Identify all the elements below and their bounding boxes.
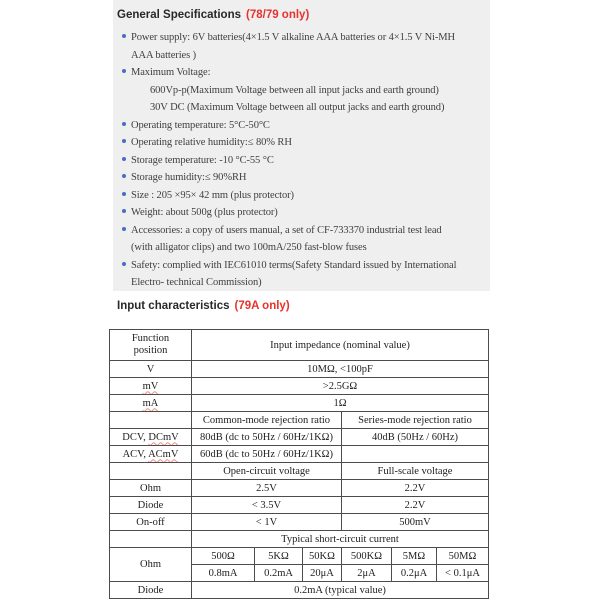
cell-text: DCmV <box>148 431 179 443</box>
cell-text: position <box>133 345 168 356</box>
spec-bullet-line <box>113 152 490 170</box>
table-cell: 1Ω <box>192 395 489 412</box>
cell-text: mV <box>142 380 159 392</box>
table-row <box>110 412 489 429</box>
spec-text: Storage humidity:≤ 90%RH <box>131 172 247 183</box>
spec-bullet-line <box>113 187 490 205</box>
spec-text: AAA batteries ) <box>131 49 196 61</box>
spec-text: Operating relative humidity:≤ 80% RH <box>131 137 292 148</box>
header-open-circuit-voltage: Open-circuit voltage <box>192 463 342 480</box>
empty-cell <box>110 531 192 548</box>
table-cell: 0.8mA <box>192 565 255 582</box>
empty-cell <box>342 446 489 463</box>
table-cell: 20μA <box>303 565 342 582</box>
table-cell: 60dB (dc to 50Hz / 60Hz/1KΩ) <box>192 446 342 463</box>
spec-text: Size : 205 ×95× 42 mm (plus protector) <box>131 189 294 201</box>
table-row <box>110 330 489 361</box>
spec-sub-line <box>113 82 490 100</box>
table-row <box>110 531 489 548</box>
table-cell: 5KΩ <box>255 548 303 565</box>
spec-text: 600Vp-p(Maximum Voltage between all input jacks and earth ground) <box>150 84 439 96</box>
table-cell: 5MΩ <box>392 548 437 565</box>
spec-text: Electro- technical Commission) <box>131 277 262 288</box>
general-specifications-panel <box>113 0 490 291</box>
spec-bullet-line <box>113 169 490 187</box>
table-cell: 40dB (50Hz / 60Hz) <box>342 429 489 446</box>
table-cell: 0.2mA <box>255 565 303 582</box>
table-cell: 2μA <box>342 565 392 582</box>
spec-bullet-line <box>113 64 490 82</box>
spec-continuation-line <box>113 239 490 257</box>
row-label: On-off <box>110 514 192 531</box>
spec-bullet-line <box>113 204 490 222</box>
row-label: Diode <box>110 497 192 514</box>
table-row <box>110 497 489 514</box>
table-row <box>110 361 489 378</box>
table-cell: < 1V <box>192 514 342 531</box>
spec-text: Safety: complied with IEC61010 terms(Safety Standard issued by International <box>131 259 457 271</box>
table-cell: 500KΩ <box>342 548 392 565</box>
table-cell: 50KΩ <box>303 548 342 565</box>
bullet-icon <box>122 174 126 178</box>
bullet-icon <box>122 209 126 213</box>
row-label <box>110 395 192 412</box>
cell-text: ACV, <box>122 448 149 460</box>
table-cell: 500mV <box>342 514 489 531</box>
spec-bullet-line <box>113 117 490 135</box>
input-characteristics-heading <box>117 300 290 312</box>
heading-title: General Specifications <box>117 9 241 21</box>
table-cell: < 0.1μA <box>437 565 489 582</box>
spec-text: Storage temperature: -10 °C-55 °C <box>131 154 274 166</box>
bullet-icon <box>122 192 126 196</box>
table-cell: 50MΩ <box>437 548 489 565</box>
input-characteristics-table <box>109 329 489 599</box>
spec-bullet-line <box>113 29 490 47</box>
table-cell: 2.2V <box>342 480 489 497</box>
row-label <box>110 378 192 395</box>
bullet-icon <box>122 227 126 231</box>
empty-cell <box>110 412 192 429</box>
table-cell: < 3.5V <box>192 497 342 514</box>
heading-model-tag: (79A only) <box>234 300 290 312</box>
bullet-icon <box>122 139 126 143</box>
cell-text: ACmV <box>148 448 179 460</box>
header-function-position <box>110 330 192 361</box>
header-short-circuit-current: Typical short-circuit current <box>192 531 489 548</box>
spec-text: Weight: about 500g (plus protector) <box>131 207 278 218</box>
table-row <box>110 514 489 531</box>
table-row <box>110 395 489 412</box>
row-label: V <box>110 361 192 378</box>
spec-bullet-line <box>113 222 490 240</box>
table-row <box>110 548 489 565</box>
heading-title: Input characteristics <box>117 300 230 312</box>
bullet-icon <box>122 34 126 38</box>
table-row <box>110 463 489 480</box>
table-row <box>110 446 489 463</box>
table-cell: 80dB (dc to 50Hz / 60Hz/1KΩ) <box>192 429 342 446</box>
row-label <box>110 446 192 463</box>
table-row <box>110 378 489 395</box>
table-cell: 2.5V <box>192 480 342 497</box>
table-cell: 0.2mA (typical value) <box>192 582 489 599</box>
bullet-icon <box>122 262 126 266</box>
empty-cell <box>110 463 192 480</box>
table-cell: 0.2μA <box>392 565 437 582</box>
table-row <box>110 480 489 497</box>
table-cell: 2.2V <box>342 497 489 514</box>
spec-text: (with alligator clips) and two 100mA/250 fast-blow fuses <box>131 242 367 253</box>
spec-sub-line <box>113 99 490 117</box>
spec-bullet-list <box>113 29 490 292</box>
header-series-mode: Series-mode rejection ratio <box>342 412 489 429</box>
table-cell: >2.5GΩ <box>192 378 489 395</box>
bullet-icon <box>122 157 126 161</box>
spec-text: 30V DC (Maximum Voltage between all output jacks and earth ground) <box>150 102 445 113</box>
spec-text: Power supply: 6V batteries(4×1.5 V alkaline AAA batteries or 4×1.5 V Ni-MH <box>131 32 455 43</box>
cell-text: mA <box>142 397 159 409</box>
row-label: Ohm <box>110 480 192 497</box>
spec-continuation-line <box>113 274 490 292</box>
cell-text: DCV, <box>122 431 149 443</box>
row-label: Ohm <box>110 548 192 582</box>
bullet-icon <box>122 69 126 73</box>
table-cell: 10MΩ, <100pF <box>192 361 489 378</box>
spec-text: Operating temperature: 5°C-50°C <box>131 119 270 131</box>
row-label <box>110 429 192 446</box>
spec-continuation-line <box>113 47 490 65</box>
spec-text: Accessories: a copy of users manual, a set of CF-733370 industrial test lead <box>131 224 442 236</box>
header-input-impedance: Input impedance (nominal value) <box>192 330 489 361</box>
header-common-mode: Common-mode rejection ratio <box>192 412 342 429</box>
header-full-scale-voltage: Full-scale voltage <box>342 463 489 480</box>
table-row <box>110 582 489 599</box>
spec-text: Maximum Voltage: <box>131 67 211 78</box>
spec-bullet-line <box>113 257 490 275</box>
general-specifications-heading <box>113 0 490 21</box>
spec-bullet-line <box>113 134 490 152</box>
row-label: Diode <box>110 582 192 599</box>
table-cell: 500Ω <box>192 548 255 565</box>
bullet-icon <box>122 122 126 126</box>
table-row <box>110 429 489 446</box>
heading-model-tag: (78/79 only) <box>246 9 310 21</box>
cell-text: Function <box>131 333 170 344</box>
